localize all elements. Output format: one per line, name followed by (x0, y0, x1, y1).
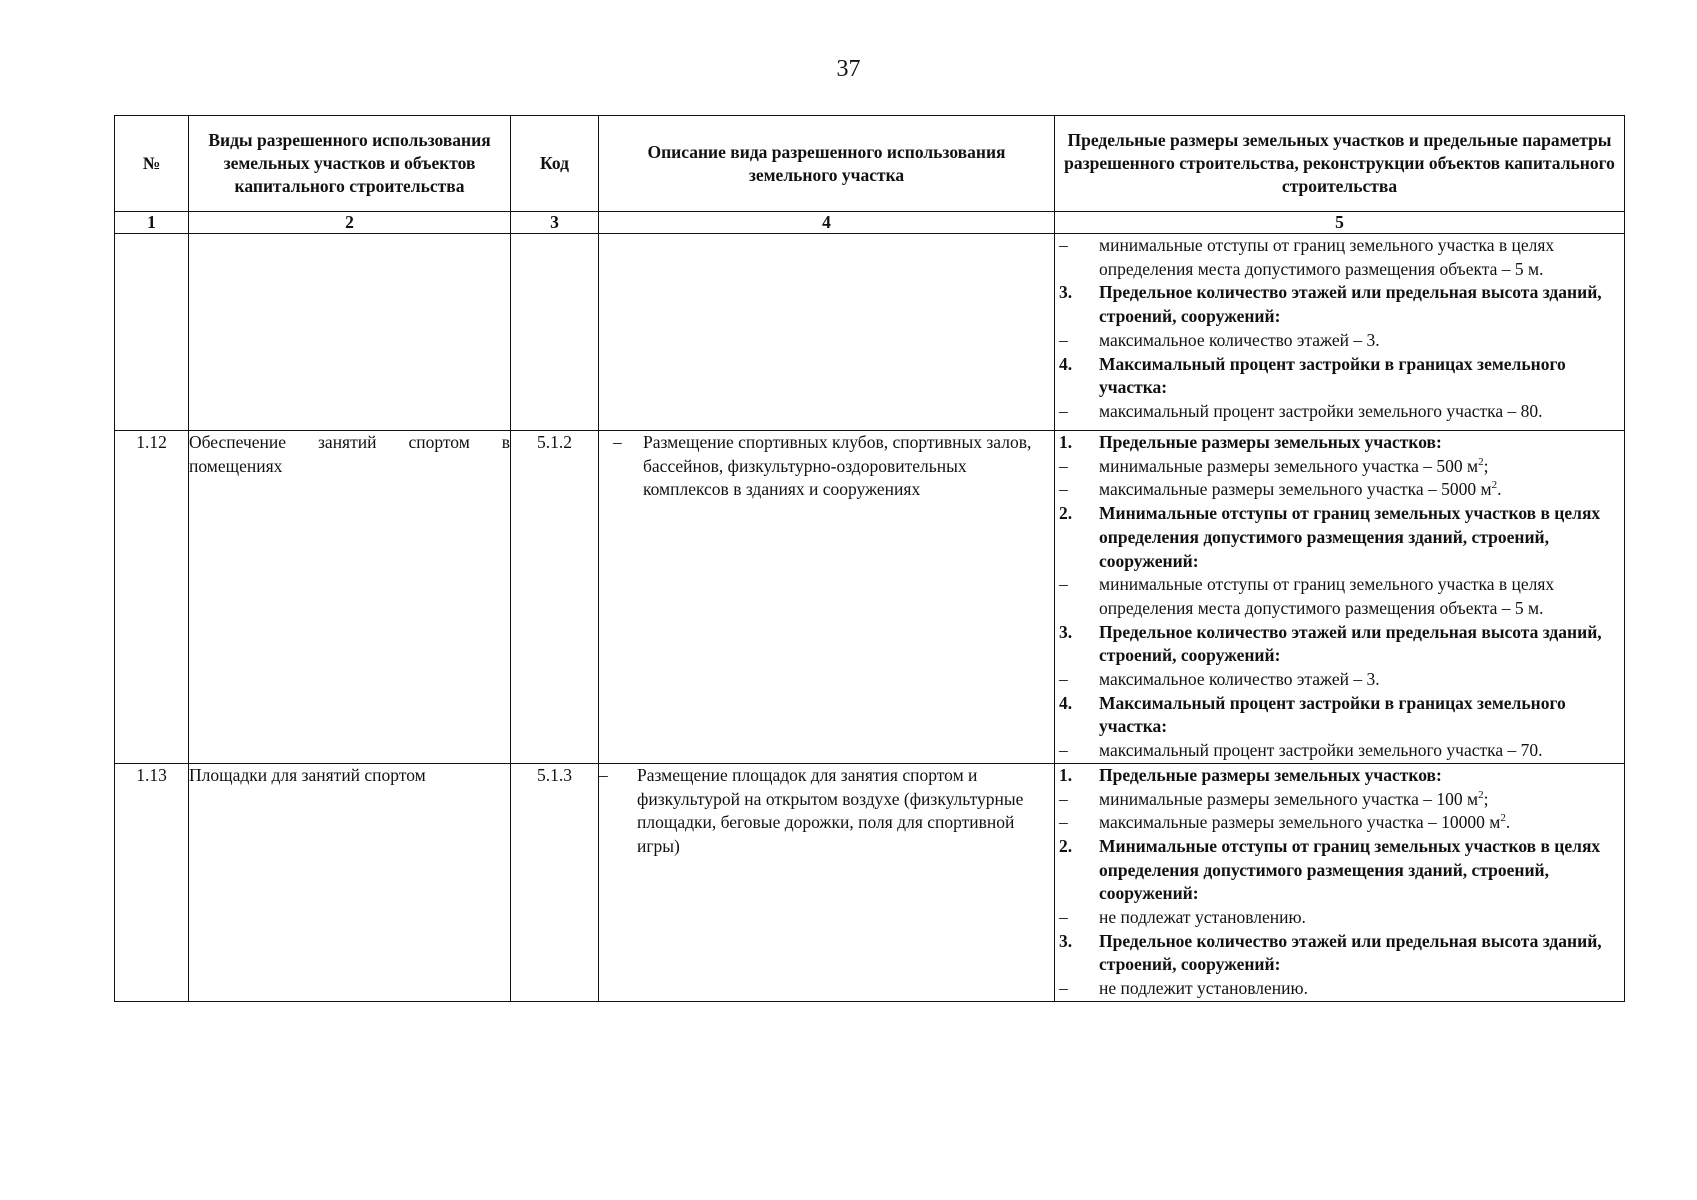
parameter-heading (1055, 431, 1624, 455)
parameter-text (1099, 668, 1624, 692)
header-use-types: Виды разрешенного использования земельных участков и объектов капитального строительства (189, 116, 511, 212)
parameter-text-main: не подлежат установлению. (1099, 907, 1306, 928)
item-number: 1. (1059, 432, 1073, 452)
parameter-text (1099, 977, 1624, 1001)
parameter-item (1055, 977, 1624, 1001)
parameter-item (1055, 739, 1624, 763)
parameter-item (1055, 234, 1624, 281)
parameter-text-main: Минимальные отступы от границ земельных участков в целях определения допустимого размещения зданий, строений, сооружений: (1099, 835, 1601, 904)
row-number (115, 234, 189, 431)
parameter-text-main: Минимальные отступы от границ земельных участков в целях определения допустимого размещения зданий, строений, сооружений: (1099, 503, 1601, 571)
parameter-item (1055, 329, 1624, 353)
parameter-text-main: максимальный процент застройки земельного участка – 70. (1099, 740, 1543, 761)
parameter-punctuation: . (1497, 479, 1502, 500)
use-description (599, 234, 1055, 431)
dash-marker: – (1059, 812, 1068, 833)
row-number: 1.12 (115, 431, 189, 764)
use-description (599, 763, 1055, 1001)
parameter-text (1099, 811, 1624, 835)
parameter-text-main: максимальное количество этажей – 3. (1099, 669, 1380, 690)
use-type-name: Площадки для занятий спортом (189, 763, 511, 1001)
parameter-text (1099, 739, 1624, 763)
parameter-punctuation: . (1505, 812, 1511, 833)
parameter-text (1099, 478, 1624, 502)
description-item (599, 431, 1054, 502)
unit-superscript: 2 (1478, 788, 1484, 801)
item-number: 4. (1059, 692, 1073, 713)
item-number: 3. (1059, 621, 1073, 642)
parameter-text-main: максимальный процент застройки земельного участка – 80. (1099, 400, 1543, 421)
parameter-text-main: Предельное количество этажей или предельная высота зданий, строений, сооружений: (1099, 282, 1602, 327)
dash-marker: – (1059, 400, 1068, 421)
parameter-text (1099, 455, 1624, 479)
parameter-text-main: максимальное количество этажей – 3. (1099, 329, 1380, 350)
dash-marker: – (1059, 907, 1068, 928)
item-number: 2. (1059, 835, 1073, 856)
parameter-item (1055, 573, 1624, 620)
use-type-name (189, 234, 511, 431)
header-parameters: Предельные размеры земельных участков и предельные параметры разрешенного строительства, реконструкции объектов капитального строительства (1055, 116, 1625, 212)
parameter-punctuation: ; (1483, 455, 1489, 476)
header-description: Описание вида разрешенного использования земельного участка (599, 116, 1055, 212)
unit-superscript: 2 (1478, 455, 1484, 468)
table-body (115, 234, 1625, 1002)
column-number: 1 (115, 212, 189, 234)
parameter-text-main: Предельное количество этажей или предельная высота зданий, строений, сооружений: (1099, 621, 1602, 666)
unit-superscript: 2 (1500, 812, 1506, 825)
row-number: 1.13 (115, 763, 189, 1001)
column-number-row (115, 212, 1625, 234)
parameter-heading (1055, 502, 1624, 573)
dash-marker: – (1059, 235, 1068, 255)
parameter-text (1099, 788, 1624, 812)
description-text: Размещение спортивных клубов, спортивных залов, бассейнов, физкультурно-оздоровительных комплексов в зданиях и сооружениях (643, 432, 1032, 500)
parameter-text-main: минимальные размеры земельного участка – 100 м (1099, 788, 1479, 809)
column-number: 3 (511, 212, 599, 234)
table-header (115, 116, 1625, 234)
description-text: Размещение площадок для занятия спортом и физкультурой на открытом воздухе (физкультурные площадки, беговые дорожки, поля для спортивной игры) (637, 764, 1024, 856)
parameter-text-main: Предельные размеры земельных участков: (1099, 432, 1442, 452)
page-number: 37 (836, 56, 861, 82)
parameter-text-main: минимальные отступы от границ земельного участка в целях определения места допустимого размещения объекта – 5 м. (1099, 235, 1555, 279)
dash-marker: – (1059, 455, 1068, 476)
parameters-cell (1055, 763, 1625, 1001)
column-number: 5 (1055, 212, 1625, 234)
parameter-text (1099, 353, 1624, 400)
parameter-text (1099, 835, 1624, 906)
parameter-item (1055, 400, 1624, 424)
dash-marker: – (1059, 978, 1068, 999)
parameter-text-main: Максимальный процент застройки в границах земельного участка: (1099, 353, 1566, 398)
parameter-text (1099, 764, 1624, 788)
use-type-name: Обеспечение занятий спортом в помещениях (189, 431, 511, 764)
parameter-text (1099, 281, 1624, 328)
item-number: 3. (1059, 282, 1073, 303)
use-code: 5.1.2 (511, 431, 599, 764)
parameter-text (1099, 400, 1624, 424)
parameter-heading (1055, 281, 1624, 328)
parameters-cell (1055, 431, 1625, 764)
parameter-text (1099, 621, 1624, 668)
parameter-punctuation: ; (1483, 788, 1489, 809)
table-row (115, 763, 1625, 1001)
parameters-cell (1055, 234, 1625, 431)
parameter-heading (1055, 353, 1624, 400)
parameter-text (1099, 502, 1624, 573)
dash-marker: – (1059, 479, 1068, 500)
parameter-item (1055, 455, 1624, 479)
parameter-text (1099, 431, 1624, 455)
dash-marker: – (1059, 669, 1068, 690)
parameter-heading (1055, 621, 1624, 668)
parameter-item (1055, 478, 1624, 502)
parameter-text-main: минимальные отступы от границ земельного участка в целях определения места допустимого размещения объекта – 5 м. (1099, 574, 1555, 618)
parameter-item (1055, 811, 1624, 835)
item-number: 1. (1059, 764, 1073, 785)
parameter-item (1055, 788, 1624, 812)
header-number: № (115, 116, 189, 212)
use-code: 5.1.3 (511, 763, 599, 1001)
description-item (599, 764, 1054, 859)
parameter-text-main: Предельные размеры земельных участков: (1099, 764, 1442, 785)
dash-marker: – (1059, 740, 1068, 761)
parameter-text (1099, 329, 1624, 353)
header-code: Код (511, 116, 599, 212)
parameter-text (1099, 930, 1624, 977)
parameter-item (1055, 906, 1624, 930)
parameter-text-main: не подлежит установлению. (1099, 978, 1308, 999)
parameter-text (1099, 692, 1624, 739)
parameter-heading (1055, 930, 1624, 977)
use-code (511, 234, 599, 431)
parameter-heading (1055, 764, 1624, 788)
parameter-text-main: максимальные размеры земельного участка – 10000 м (1099, 812, 1501, 833)
parameter-heading (1055, 692, 1624, 739)
dash-marker: – (1059, 788, 1068, 809)
parameter-text-main: Максимальный процент застройки в границах земельного участка: (1099, 692, 1566, 737)
item-number: 2. (1059, 503, 1073, 524)
parameter-heading (1055, 835, 1624, 906)
parameter-text-main: Предельное количество этажей или предельная высота зданий, строений, сооружений: (1099, 930, 1602, 975)
parameter-text (1099, 906, 1624, 930)
dash-marker: – (599, 764, 608, 785)
land-use-table (114, 115, 1625, 1002)
table-row (115, 234, 1625, 431)
dash-marker: – (1059, 329, 1068, 350)
dash-marker: – (613, 432, 622, 452)
column-number: 4 (599, 212, 1055, 234)
parameter-item (1055, 668, 1624, 692)
unit-superscript: 2 (1491, 479, 1498, 492)
table-row (115, 431, 1625, 764)
parameter-text (1099, 573, 1624, 620)
parameter-text (1099, 234, 1624, 281)
item-number: 3. (1059, 930, 1073, 951)
column-number: 2 (189, 212, 511, 234)
item-number: 4. (1059, 353, 1073, 374)
use-description (599, 431, 1055, 764)
parameter-text-main: максимальные размеры земельного участка – 5000 м (1099, 479, 1492, 500)
parameter-text-main: минимальные размеры земельного участка – 500 м (1099, 455, 1479, 476)
dash-marker: – (1059, 574, 1068, 595)
